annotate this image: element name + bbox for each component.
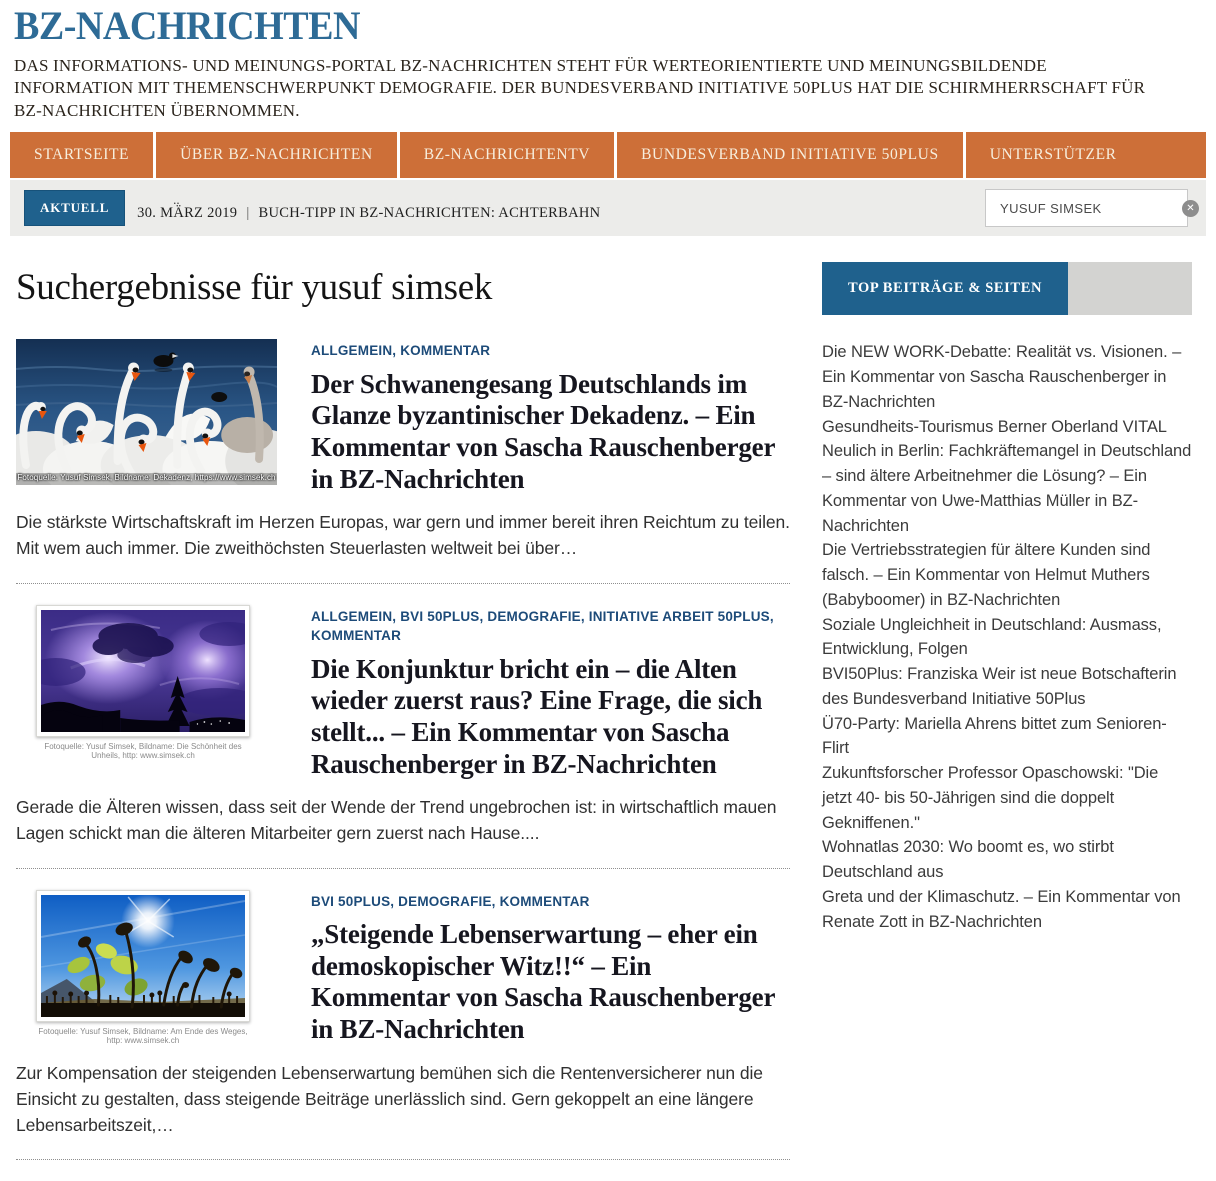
search-input[interactable] (986, 190, 1182, 226)
article-categories[interactable]: ALLGEMEIN, KOMMENTAR (311, 343, 491, 359)
article-thumbnail-sunflowers[interactable] (36, 890, 250, 1022)
top-post-link[interactable]: Zukunftsforscher Professor Opaschowski: "Die jetzt 40- bis 50-Jährigen sind die doppelt Gekniffenen." (822, 764, 1159, 832)
ticker-overflow-text: .. (173, 191, 180, 207)
site-tagline: DAS INFORMATIONS- UND MEINUNGS-PORTAL BZ-NACHRICHTEN STEHT FÜR WERTEORIENTIERTE UND MEINUNGSBILDENDE INFORMATION MIT THEMENSCHWERPUNKT DEMOGRAFIE. DER BUNDESVERBAND INITIATIVE 50PLUS HAT DIE SCHIRMHERRSCHAFT FÜR BZ-NACHRICHTEN ÜBERNOMMEN. (14, 56, 1146, 120)
top-post-link[interactable]: Die NEW WORK-Debatte: Realität vs. Visionen. – Ein Kommentar von Sascha Rauschenberger in BZ-Nachrichten (822, 343, 1182, 411)
top-post-link[interactable]: Neulich in Berlin: Fachkräftemangel in Deutschland – sind ältere Arbeitnehmer die Lösung? – Ein Kommentar von Uwe-Matthias Müller in BZ-Nachrichten (822, 442, 1192, 535)
search-results-column (16, 262, 790, 1181)
image-caption: Fotoquelle: Yusuf Simsek, Bildname: Dekadenz, https://www.simsek.ch (17, 473, 276, 483)
search-box (985, 189, 1195, 227)
site-header (0, 0, 1216, 128)
image-caption: Fotoquelle: Yusuf Simsek, Bildname: Am Ende des Weges, http: www.simsek.ch (38, 1026, 248, 1045)
nav-item-startseite[interactable]: STARTSEITE (10, 132, 153, 178)
storm-image (41, 610, 245, 732)
article-media (16, 605, 293, 760)
top-post-link[interactable]: BVI50Plus: Franziska Weir ist neue Botschafterin des Bundesverband Initiative 50Plus (822, 665, 1177, 708)
article-thumbnail-storm[interactable] (36, 605, 250, 737)
article-excerpt: Die stärkste Wirtschaftskraft im Herzen Europas, war gern und immer bereit ihren Reichtum zu teilen. Mit wem auch immer. Die zweithöchsten Steuerlasten weltweit bei über… (16, 512, 790, 559)
sidebar-header-title: TOP BEITRÄGE & SEITEN (822, 262, 1068, 315)
sunflowers-image (41, 895, 245, 1017)
sidebar-header-filler (1068, 262, 1192, 315)
site-logo[interactable]: BZ-NACHRICHTEN (14, 3, 360, 48)
article-categories[interactable]: ALLGEMEIN, BVI 50PLUS, DEMOGRAFIE, INITIATIVE ARBEIT 50PLUS, KOMMENTAR (311, 608, 774, 644)
top-posts-list (822, 340, 1192, 934)
sidebar-header (822, 262, 1192, 315)
nav-item-unterstuetzer[interactable]: UNTERSTÜTZER (966, 132, 1206, 178)
article-lebenserwartung (16, 890, 790, 1139)
article-excerpt: Zur Kompensation der steigenden Lebenserwartung bemühen sich die Rentenversicherer nun die Einsicht zu gestalten, dass steigende Beiträge unerlässlich sind. Gern gekoppelt an eine längere Lebensarbeitszeit,… (16, 1062, 763, 1135)
article-title[interactable]: „Steigende Lebenserwartung – eher ein demoskopischer Witz!!“ – Ein Kommentar von Sascha Rauschenberger in BZ-Nachrichten (311, 919, 775, 1044)
sidebar (822, 262, 1192, 1181)
aktuell-badge: AKTUELL (24, 190, 125, 226)
clear-search-icon[interactable]: ✕ (1182, 200, 1199, 217)
article-schwanengesang (16, 339, 790, 561)
article-thumbnail-swans[interactable] (16, 339, 277, 485)
article-konjunktur (16, 605, 790, 847)
swans-image (16, 339, 277, 485)
nav-item-ueber[interactable]: ÜBER BZ-NACHRICHTEN (156, 132, 397, 178)
top-post-link[interactable]: Soziale Ungleichheit in Deutschland: Ausmass, Entwicklung, Folgen (822, 615, 1162, 659)
article-categories[interactable]: BVI 50PLUS, DEMOGRAFIE, KOMMENTAR (311, 893, 590, 909)
nav-item-tv[interactable]: BZ-NACHRICHTENTV (400, 132, 614, 178)
top-post-link[interactable]: Greta und der Klimaschutz. – Ein Kommentar von Renate Zott in BZ-Nachrichten (822, 887, 1181, 931)
article-title[interactable]: Der Schwanengesang Deutschlands im Glanze byzantinischer Dekadenz. – Ein Kommentar von Sascha Rauschenberger in BZ-Nachrichten (311, 368, 775, 494)
ticker-headline-link[interactable]: BUCH-TIPP IN BZ-NACHRICHTEN: ACHTERBAHN (258, 204, 601, 221)
nav-item-bundesverband[interactable]: BUNDESVERBAND INITIATIVE 50PLUS (617, 132, 963, 178)
top-post-link[interactable]: Ü70-Party: Mariella Ahrens bittet zum Senioren-Flirt (822, 714, 1167, 758)
article-excerpt: Gerade die Älteren wissen, dass seit der Wende der Trend ungebrochen ist: in wirtschaftlich mauen Lagen schickt man die älteren Mitarbeiter gern zuerst nach Hause.... (16, 797, 777, 844)
page-title: Suchergebnisse für yusuf simsek (16, 267, 493, 309)
article-separator (16, 868, 790, 869)
main-area (0, 236, 1216, 1181)
article-media (16, 890, 293, 1045)
top-post-link[interactable]: Wohnatlas 2030: Wo boomt es, wo stirbt Deutschland aus (822, 838, 1114, 882)
top-post-link[interactable]: Gesundheits-Tourismus Berner Oberland VITAL (822, 417, 1167, 436)
news-ticker (137, 191, 601, 222)
ticker-date: 30. MÄRZ 2019 (137, 204, 238, 221)
article-media (16, 339, 293, 485)
top-post-link[interactable]: Die Vertriebsstrategien für ältere Kunden sind falsch. – Ein Kommentar von Helmut Muthers (Babyboomer) in BZ-Nachrichten (822, 541, 1151, 609)
article-separator (16, 583, 790, 584)
image-caption: Fotoquelle: Yusuf Simsek, Bildname: Die Schönheit des Unheils, http: www.simsek.ch (44, 741, 242, 760)
ticker-bar (10, 180, 1206, 236)
article-title[interactable]: Die Konjunktur bricht ein – die Alten wieder zuerst raus? Eine Frage, die sich stellt... – Ein Kommentar von Sascha Rauschenberger in BZ-Nachrichten (311, 653, 763, 779)
article-separator (16, 1159, 790, 1160)
main-nav (0, 132, 1216, 178)
ticker-divider: | (246, 204, 250, 221)
